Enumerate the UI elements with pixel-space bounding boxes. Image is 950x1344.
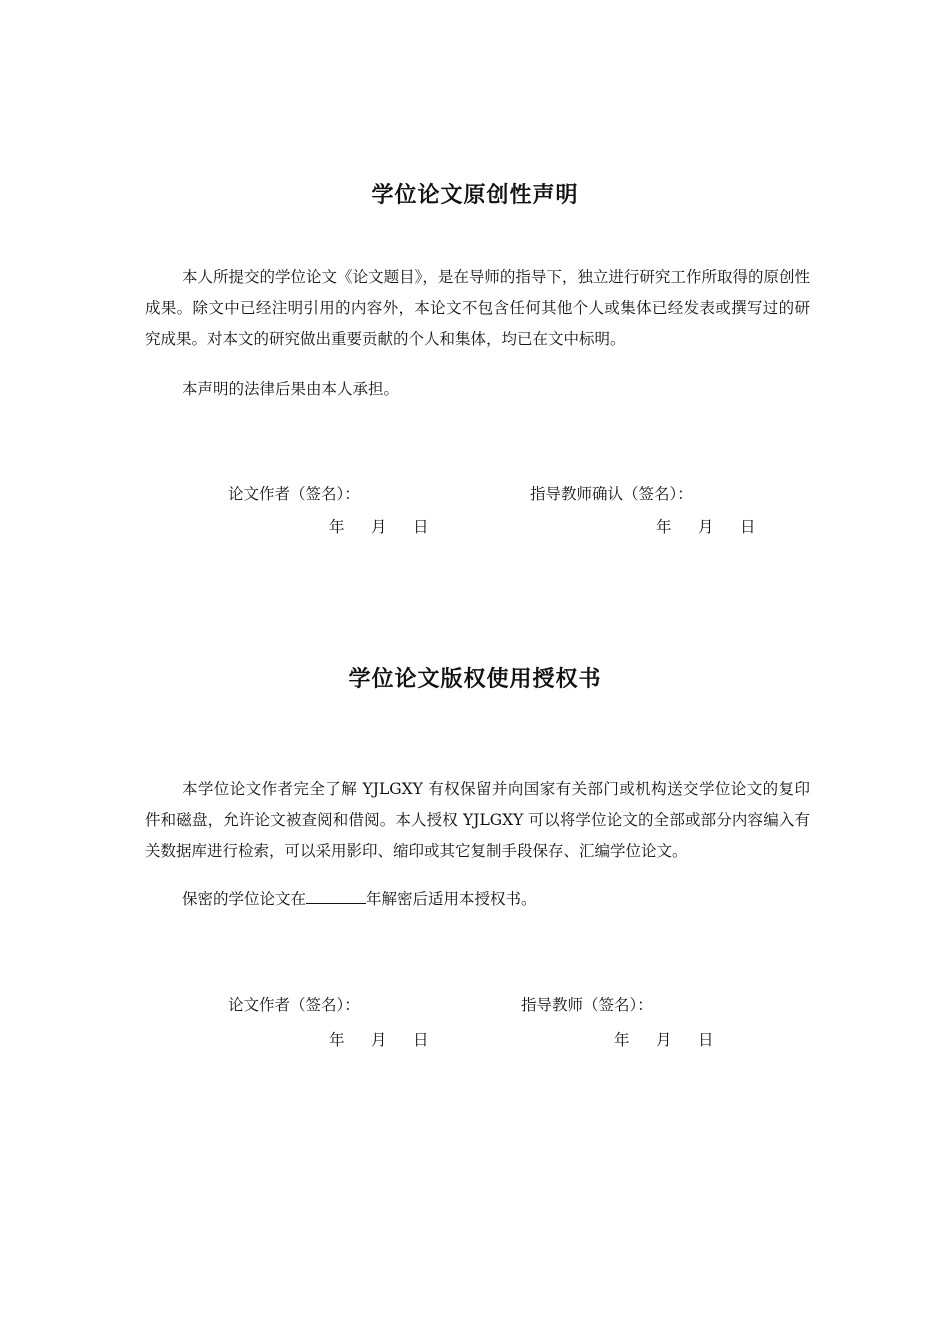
year-label: 年: [656, 518, 672, 536]
advisor-date: [656, 515, 782, 537]
originality-title: 学位论文原创性声明: [371, 183, 579, 208]
year-label: 年: [329, 1031, 345, 1049]
advisor-confirm-signature-label: 指导教师确认（签名）：: [530, 485, 693, 503]
confidential-suffix: 年解密后适用本授权书。: [366, 890, 537, 908]
advisor-date: [614, 1028, 740, 1050]
day-label: 日: [413, 518, 429, 536]
author-date: [329, 515, 455, 537]
month-label: 月: [371, 518, 387, 536]
month-label: 月: [371, 1031, 387, 1049]
originality-paragraph: 本人所提交的学位论文《论文题目》，是在导师的指导下，独立进行研究工作所取得的原创性成果。除文中已经注明引用的内容外，本论文不包含任何其他个人或集体已经发表或撰写过的研究成果。对本文的研究做出重要贡献的个人和集体，均已在文中标明。: [145, 268, 810, 348]
author-signature-label: 论文作者（签名）：: [228, 996, 360, 1014]
copyright-title: 学位论文版权使用授权书: [348, 667, 602, 692]
day-label: 日: [413, 1031, 429, 1049]
originality-statement: 本声明的法律后果由本人承担。: [182, 380, 400, 398]
year-label: 年: [614, 1031, 630, 1049]
years-blank-field[interactable]: [306, 889, 366, 904]
confidential-statement: [145, 884, 810, 915]
confidential-prefix: 保密的学位论文在: [182, 890, 307, 908]
month-label: 月: [656, 1031, 672, 1049]
day-label: 日: [740, 518, 756, 536]
author-signature-label: 论文作者（签名）：: [228, 485, 360, 503]
author-date: [329, 1028, 455, 1050]
advisor-signature-label: 指导教师（签名）：: [521, 996, 653, 1014]
day-label: 日: [698, 1031, 714, 1049]
year-label: 年: [329, 518, 345, 536]
month-label: 月: [698, 518, 714, 536]
copyright-paragraph: 本学位论文作者完全了解 YJLGXY 有权保留并向国家有关部门或机构送交学位论文的复印件和磁盘，允许论文被查阅和借阅。本人授权 YJLGXY 可以将学位论文的全部或部分内容编入有关数据库进行检索，可以采用影印、缩印或其它复制手段保存、汇编学位论文。: [145, 780, 810, 860]
